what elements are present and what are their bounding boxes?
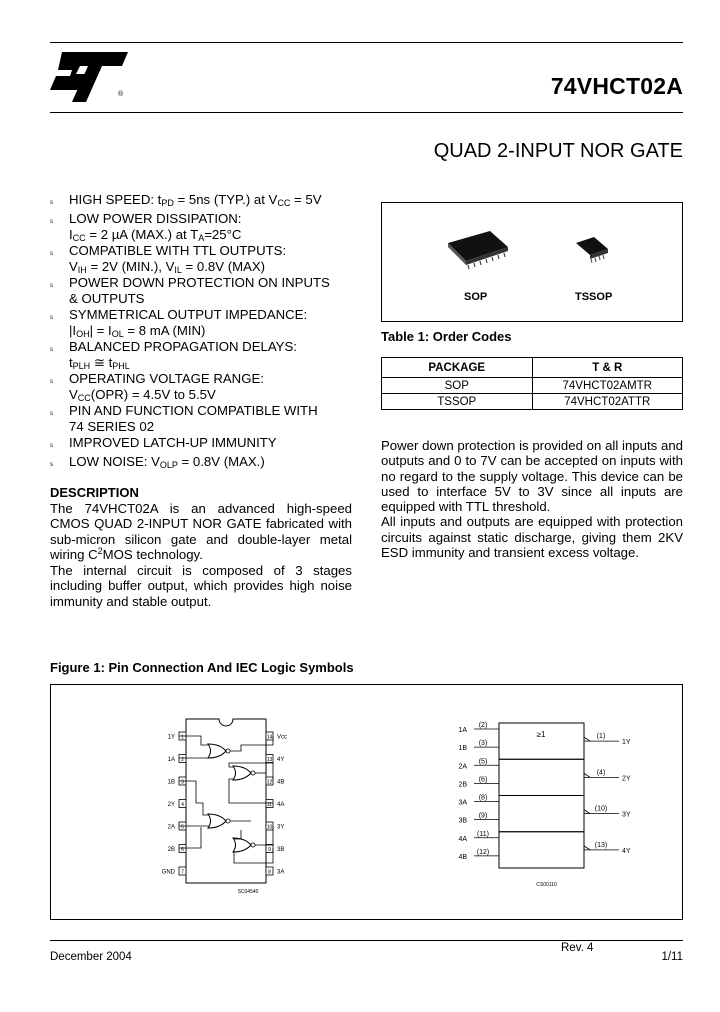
pin-label: GND — [161, 869, 175, 876]
iec-gate-box — [499, 796, 584, 832]
list-item — [50, 339, 360, 371]
iec-negation-mark — [584, 737, 590, 741]
feature-text: LOW NOISE: $V_{OLP} = 0.8V$ (MAX.) — [69, 454, 265, 470]
pin-label: 2A — [167, 824, 175, 831]
nor-gate-2 — [208, 814, 226, 828]
iec-input-label: 2A — [458, 763, 467, 771]
iec-input-pin: (5) — [478, 758, 488, 766]
description-paragraph-1: The 74VHCT02A is an advanced high-speed CMOS QUAD 2-INPUT NOR GATE fabricated with sub-micron silicon gate and double-layer metal wiring $C^2MOS$ technology. — [50, 500, 352, 562]
title-rule — [50, 112, 683, 113]
iec-input-label: 1B — [458, 745, 467, 753]
iec-input-pin: (3) — [478, 740, 488, 748]
pin-label: 4A — [277, 802, 285, 808]
table-header-tr: T & R — [532, 358, 683, 378]
pin-number: 11 — [266, 802, 273, 808]
circuit-wire — [179, 781, 209, 815]
part-number: 74VHCT02A — [550, 73, 683, 99]
feature-text: POWER DOWN PROTECTION ON INPUTS & OUTPUTS — [69, 275, 330, 306]
feature-text: SYMMETRICAL OUTPUT IMPEDANCE: $|I_{OH}| = I_{OL} = 8$ mA (MIN) — [69, 307, 308, 339]
list-item — [50, 275, 360, 307]
sop-label: SOP — [464, 291, 488, 303]
nor-gate-1 — [208, 744, 226, 758]
pin-connection-diagram — [51, 685, 682, 919]
iec-input-pin: (11) — [477, 830, 489, 838]
pin-number: 7 — [181, 869, 184, 876]
iec-output-pin: (13) — [594, 841, 608, 849]
iec-output-label: 2Y — [622, 775, 631, 783]
nor-gate-4 — [233, 766, 251, 780]
table-cell: SOP — [382, 378, 533, 394]
table-row — [382, 378, 683, 394]
iec-input-pin: (6) — [478, 776, 488, 784]
bullet-icon: s — [50, 283, 53, 289]
pin-label: 3B — [277, 847, 285, 853]
document-subtitle: QUAD 2-INPUT NOR GATE — [433, 140, 683, 162]
pin-number: 3 — [181, 779, 184, 786]
iec-input-label: 3B — [458, 817, 467, 825]
bullet-icon: s — [50, 219, 53, 225]
description-section — [50, 485, 352, 609]
pin-label: 3A — [277, 869, 285, 876]
iec-input-pin: (12) — [476, 848, 490, 856]
table-cell: TSSOP — [382, 394, 533, 410]
iec-symbol: ≥1 — [536, 730, 546, 739]
iec-input-pin: (2) — [478, 722, 488, 729]
pin-label: 4B — [277, 779, 285, 786]
tssop-label: TSSOP — [575, 291, 613, 303]
pin-number: 1 — [181, 734, 184, 741]
footer-date: December 2004 — [50, 951, 132, 963]
pin-label: 1B — [167, 779, 175, 786]
pin-label: 1A — [167, 757, 175, 763]
list-item — [50, 211, 360, 243]
list-item — [50, 403, 360, 435]
table-cell: 74VHCT02ATTR — [532, 394, 683, 410]
list-item — [50, 435, 360, 454]
iec-output-pin: (10) — [594, 805, 608, 813]
bullet-icon: s — [50, 379, 53, 385]
iec-output-label: 1Y — [622, 739, 631, 747]
order-codes-table — [381, 357, 683, 410]
diagram-caption: CS00110 — [536, 882, 557, 888]
iec-negation-mark — [584, 810, 590, 814]
iec-gate-box — [499, 832, 584, 868]
feature-text: COMPATIBLE WITH TTL OUTPUTS: $V_{IH} = 2V$ (MIN.), $V_{IL} = 0.8V$ (MAX) — [69, 243, 287, 275]
bullet-icon: s — [50, 315, 53, 321]
list-item — [50, 307, 360, 339]
description-paragraph-2: The internal circuit is composed of 3 stages including buffer output, which provides high noise immunity and stable output. — [50, 562, 352, 609]
iec-negation-mark — [584, 773, 590, 777]
pin-label: 1Y — [167, 734, 175, 741]
pin-number: 6 — [181, 847, 184, 853]
iec-input-pin: (9) — [478, 812, 488, 820]
pin-number: 10 — [266, 824, 273, 831]
tssop-package-image — [572, 233, 612, 267]
pin-number: 2 — [181, 757, 184, 763]
figure-box — [50, 684, 683, 920]
bullet-icon: s — [50, 347, 53, 353]
st-logo — [50, 52, 128, 102]
iec-output-pin: (1) — [596, 733, 606, 741]
sop-package-image — [444, 229, 512, 271]
order-table-title: Table 1: Order Codes — [381, 329, 512, 344]
iec-gate-box — [499, 759, 584, 795]
pin-number: 4 — [181, 802, 184, 808]
pin-label: 3Y — [277, 824, 285, 831]
list-item — [50, 454, 360, 473]
bullet-icon: s — [50, 251, 53, 257]
features-list — [50, 192, 360, 473]
iec-output-pin: (4) — [596, 769, 606, 777]
feature-text: LOW POWER DISSIPATION: $I_{CC} = 2$ µA (MAX.) at $T_A=25^\circ C$ — [69, 211, 242, 243]
footer-rule — [50, 940, 683, 941]
package-images-box — [381, 202, 683, 322]
protection-description — [381, 438, 683, 560]
iec-gate-box — [499, 723, 584, 759]
feature-text: IMPROVED LATCH-UP IMMUNITY — [69, 435, 277, 450]
iec-negation-mark — [584, 846, 590, 850]
pin-number: 5 — [181, 824, 184, 831]
pin-label: 2B — [167, 847, 175, 853]
iec-input-label: 4B — [458, 853, 467, 861]
iec-input-label: 1A — [458, 727, 467, 734]
feature-text: OPERATING VOLTAGE RANGE: $V_{CC}(OPR) = 4.5V$ to 5.5V — [69, 371, 264, 403]
dip-package-outline — [186, 719, 266, 883]
feature-text: HIGH SPEED: $t_{PD} = 5ns$ (TYP.) at $V_{CC} = 5V$ — [69, 192, 322, 208]
list-item — [50, 192, 360, 211]
iec-output-label: 4Y — [622, 847, 631, 855]
list-item — [50, 243, 360, 275]
pin-number: 8 — [268, 869, 271, 876]
description-heading: DESCRIPTION — [50, 485, 139, 500]
iec-input-label: 4A — [458, 835, 467, 843]
registered-mark: ® — [118, 91, 124, 98]
iec-input-pin: (8) — [478, 794, 488, 802]
pin-label: 2Y — [167, 802, 175, 808]
pin-number: 13 — [266, 757, 273, 763]
bullet-icon: s — [50, 443, 53, 449]
table-row — [382, 394, 683, 410]
bullet-icon: s — [50, 411, 53, 417]
nor-gate-3 — [233, 838, 251, 852]
iec-output-label: 3Y — [622, 811, 631, 819]
iec-input-label: 3A — [458, 799, 467, 807]
top-rule — [50, 42, 683, 43]
pin-number: 12 — [266, 779, 273, 786]
list-item — [50, 371, 360, 403]
pin-number: 9 — [268, 847, 271, 853]
table-cell: 74VHCT02AMTR — [532, 378, 683, 394]
protection-paragraph-1: Power down protection is provided on all inputs and outputs and 0 to 7V can be accepted on inputs with no regard to the supply voltage. This device can be used to interface 5V to 3V since all inputs are equipped with TTL threshold. — [381, 438, 683, 515]
pin-label: 4Y — [277, 757, 285, 763]
pin-number: 14 — [266, 734, 273, 741]
pin-label: Vcc — [277, 734, 288, 741]
footer-page: 1/11 — [661, 951, 683, 963]
iec-input-label: 2B — [458, 781, 467, 789]
feature-text: BALANCED PROPAGATION DELAYS: $t_{PLH}$ ≅ $t_{PHL}$ — [69, 339, 297, 371]
bullet-icon: s — [50, 462, 53, 468]
protection-paragraph-2: All inputs and outputs are equipped with protection circuits against static discharge, giving them 2KV ESD immunity and transient excess voltage. — [381, 514, 683, 561]
diagram-caption: SC04540 — [237, 889, 259, 895]
feature-text: PIN AND FUNCTION COMPATIBLE WITH 74 SERIES 02 — [69, 403, 318, 434]
footer-rev: Rev. 4 — [561, 942, 594, 954]
table-header-package: PACKAGE — [382, 358, 533, 378]
figure-title: Figure 1: Pin Connection And IEC Logic Symbols — [50, 660, 354, 675]
bullet-icon: s — [50, 200, 53, 206]
